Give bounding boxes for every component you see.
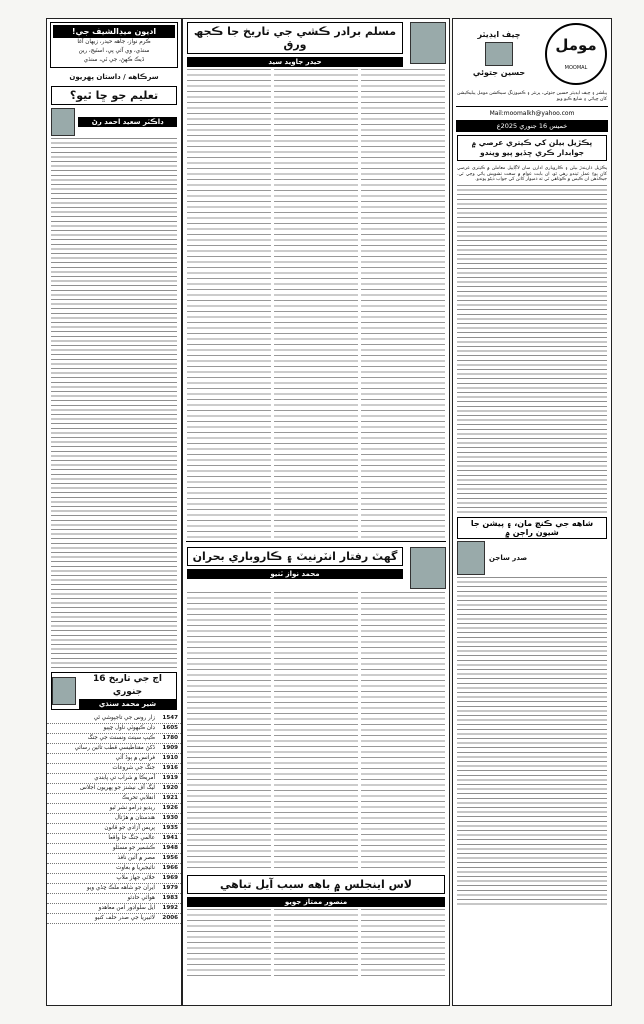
- quote-line: سنڌي، وي آئي پي، اسٽيج، رين: [78, 48, 150, 54]
- article2-headline: گھٽ رفتار انٽرنيٽ ۽ ڪاروباري بحران: [192, 550, 398, 563]
- history-text: ايران جو شاهه ملڪ ڇڏي ويو: [86, 885, 155, 891]
- history-year: 1956: [162, 855, 178, 861]
- history-text: خلائي جهاز ملاپ: [116, 875, 155, 881]
- history-text: ڪيپ سينٽ ونسنٽ جي جنگ: [87, 735, 155, 741]
- history-item: [47, 894, 181, 904]
- history-item: [47, 874, 181, 884]
- history-text: آمريڪا ۾ شراب تي پابندي: [94, 775, 155, 781]
- article1-author-photo: [410, 22, 446, 64]
- history-year: 1919: [162, 775, 178, 781]
- right-column: [452, 18, 612, 1006]
- article3-headline: لاس اينجلس ۾ باهه سبب آيل تباهي: [220, 878, 412, 891]
- history-text: زار روس جي تاجپوشي ٿي: [93, 715, 155, 721]
- history-year: 1547: [162, 715, 178, 721]
- left-column: [46, 18, 182, 1006]
- paper-logo: [545, 23, 607, 85]
- email[interactable]: Mail:moomalkh@yahoo.com: [489, 110, 575, 118]
- history-text: جنگ جي شروعات: [112, 765, 155, 771]
- paper-name: مومل: [555, 35, 597, 54]
- history-year: 1909: [162, 745, 178, 751]
- history-year: 1941: [162, 835, 178, 841]
- history-year: 1926: [162, 805, 178, 811]
- history-item: [47, 884, 181, 894]
- history-text: ليگ آف نيشنز جو پهريون اجلاس: [80, 785, 155, 791]
- history-year: 1916: [162, 765, 178, 771]
- editorial-headline-box: [457, 135, 607, 161]
- history-item: [47, 724, 181, 734]
- history-year: 1930: [162, 815, 178, 821]
- history-text: نائيجيريا ۾ بغاوت: [116, 865, 155, 871]
- history-header: [51, 672, 177, 710]
- editorial-headline: پڪڙيل بيلن کي ڪيتري عرصي ۾ جوابدار ڪري ڇڏيو پيو ويندو: [471, 138, 593, 158]
- editorial-intro: پڪڙيل ڌاريندڙ بيلن ۽ ڪاروباري ادارن سان لاڳاپيل معاملن ۾ ڪيتري عرصي کان پوءِ عمل ٿيندو رهي ٿو، ان بابت عوام ۾ سخت تشويش پائي وڃي ٿي. جيڪڏهن ان ڪيس ۾ ڪوتاهي ٿي ته ذميوار کاتن کي جواب ڏيڻو پوندو.: [457, 166, 607, 183]
- editorial2-author: [457, 541, 607, 575]
- middle-column: [182, 18, 450, 1006]
- editor-label: چيف ايڊيٽر: [477, 30, 521, 39]
- left-headline: تعليم جو ڇا ٿيو؟: [69, 89, 159, 102]
- history-text: ڏکڻ مقناطيسي قطب تائين رسائي: [74, 745, 155, 751]
- article1-headline-box: [187, 22, 403, 54]
- masthead: [453, 19, 611, 89]
- history-year: 1948: [162, 845, 178, 851]
- history-text: عالمي جنگ جا واقعا: [108, 835, 155, 841]
- history-item: [47, 804, 181, 814]
- history-text: ريڊيو ڊرامو نشر ٿيو: [109, 805, 155, 811]
- paper-subtitle: MOOMAL: [564, 64, 588, 71]
- quote-line: ڪرم نواز، جاهه حيدر، زيهان آغا: [77, 39, 151, 45]
- article3-byline: منصور ممتاز جويو: [187, 897, 445, 907]
- history-year: 1966: [162, 865, 178, 871]
- history-year: 1992: [162, 905, 178, 911]
- article3-headline-box: [187, 875, 445, 894]
- history-text: ڊان ڪيهوٽي ناول ڇپيو: [103, 725, 155, 731]
- quote-line: ڏيڪ ڪهڻ، جي ٽي، سنڌي: [83, 57, 145, 63]
- history-text: پريس آزادي جو قانون: [104, 825, 155, 831]
- history-text: ڪشمير جو مسئلو: [112, 845, 155, 851]
- history-text: فرانس ۾ ٻوڏ آئي: [115, 755, 155, 761]
- editor-name: حسين جتوئي: [472, 68, 526, 77]
- history-author-photo: [52, 677, 76, 705]
- history-item: [47, 854, 181, 864]
- editorial2-headline: شاهه جي ڪنچ مان، ۽ پيشن جا شيون راڄن ۾: [457, 517, 607, 539]
- history-item: [47, 774, 181, 784]
- history-byline: شير محمد سنڌي: [79, 699, 176, 709]
- history-text: ايل سلواڊور امن معاهدو: [98, 905, 155, 911]
- history-year: 1910: [162, 755, 178, 761]
- history-item: [47, 784, 181, 794]
- history-item: [47, 764, 181, 774]
- history-year: 1605: [162, 725, 178, 731]
- date-bar: خميس 16 جنوري 2025ع: [456, 120, 608, 132]
- article3-body: [183, 909, 449, 979]
- history-item: [47, 844, 181, 854]
- history-text: مصر ۾ آئين نافذ: [117, 855, 155, 861]
- article2-header: [183, 544, 449, 592]
- section-label: سرڪاهه / داستان پهريون: [69, 73, 159, 81]
- history-year: 2006: [162, 915, 178, 921]
- history-item: [47, 834, 181, 844]
- history-item: [47, 744, 181, 754]
- history-year: 1920: [162, 785, 178, 791]
- history-item: [47, 914, 181, 924]
- history-year: 1921: [162, 795, 178, 801]
- editorial-body: [457, 185, 607, 515]
- article1-headline: مسلم برادر ڪشي جي تاريخ جا ڪجھ ورق: [193, 25, 397, 51]
- history-item: [47, 864, 181, 874]
- quote-box-title: اديون ميڊالشيف جي!: [53, 25, 175, 38]
- history-item: [47, 754, 181, 764]
- history-year: 1780: [162, 735, 178, 741]
- left-byline: ڊاڪٽر سعيد احمد رڻ: [78, 117, 177, 127]
- left-author: [51, 108, 177, 136]
- article2-author-photo: [410, 547, 446, 589]
- history-item: [47, 734, 181, 744]
- history-item: [47, 814, 181, 824]
- quote-box: [50, 22, 178, 68]
- article1-body: [183, 69, 449, 539]
- article2-headline-box: [187, 547, 403, 566]
- author-photo: [457, 541, 485, 575]
- history-year: 1979: [162, 885, 178, 891]
- history-text: لائبيريا جي صدر حلف کنيو: [94, 915, 155, 921]
- history-text: هوائي حادثو: [127, 895, 155, 901]
- editorial2-body: [457, 577, 607, 907]
- editor-block: [459, 29, 539, 79]
- history-item: [47, 904, 181, 914]
- quote-box-lines: [53, 38, 175, 65]
- author-name: صدر ساجن: [489, 553, 528, 562]
- history-text: هندستان ۾ هڙتال: [115, 815, 155, 821]
- history-item: [47, 794, 181, 804]
- history-year: 1935: [162, 825, 178, 831]
- article2-byline: محمد نواز ٽنيو: [187, 569, 403, 579]
- history-year: 1983: [162, 895, 178, 901]
- article1-byline: حيدر جاويد سيد: [187, 57, 403, 67]
- editor-photo: [485, 42, 513, 66]
- left-headline-box: [51, 86, 177, 105]
- publisher-note: پبلشر ۽ چيف ايڊيٽر حسين جتوئي، پرنٽر ۽ ڪمپوزنگ سيڪشن مومل پبليڪيشن کان ڇپائي ۽ شايع ڪيو ويو: [457, 91, 607, 102]
- history-text: انقلابي تحريڪ: [122, 795, 155, 801]
- article1-header: [183, 19, 449, 69]
- history-item: [47, 714, 181, 724]
- left-article-body: [51, 138, 177, 668]
- history-title: اڄ جي تاريخ 16 جنوري: [93, 674, 162, 697]
- history-list: [47, 714, 181, 924]
- history-year: 1969: [162, 875, 178, 881]
- history-item: [47, 824, 181, 834]
- left-author-photo: [51, 108, 75, 136]
- article2-body: [183, 592, 449, 872]
